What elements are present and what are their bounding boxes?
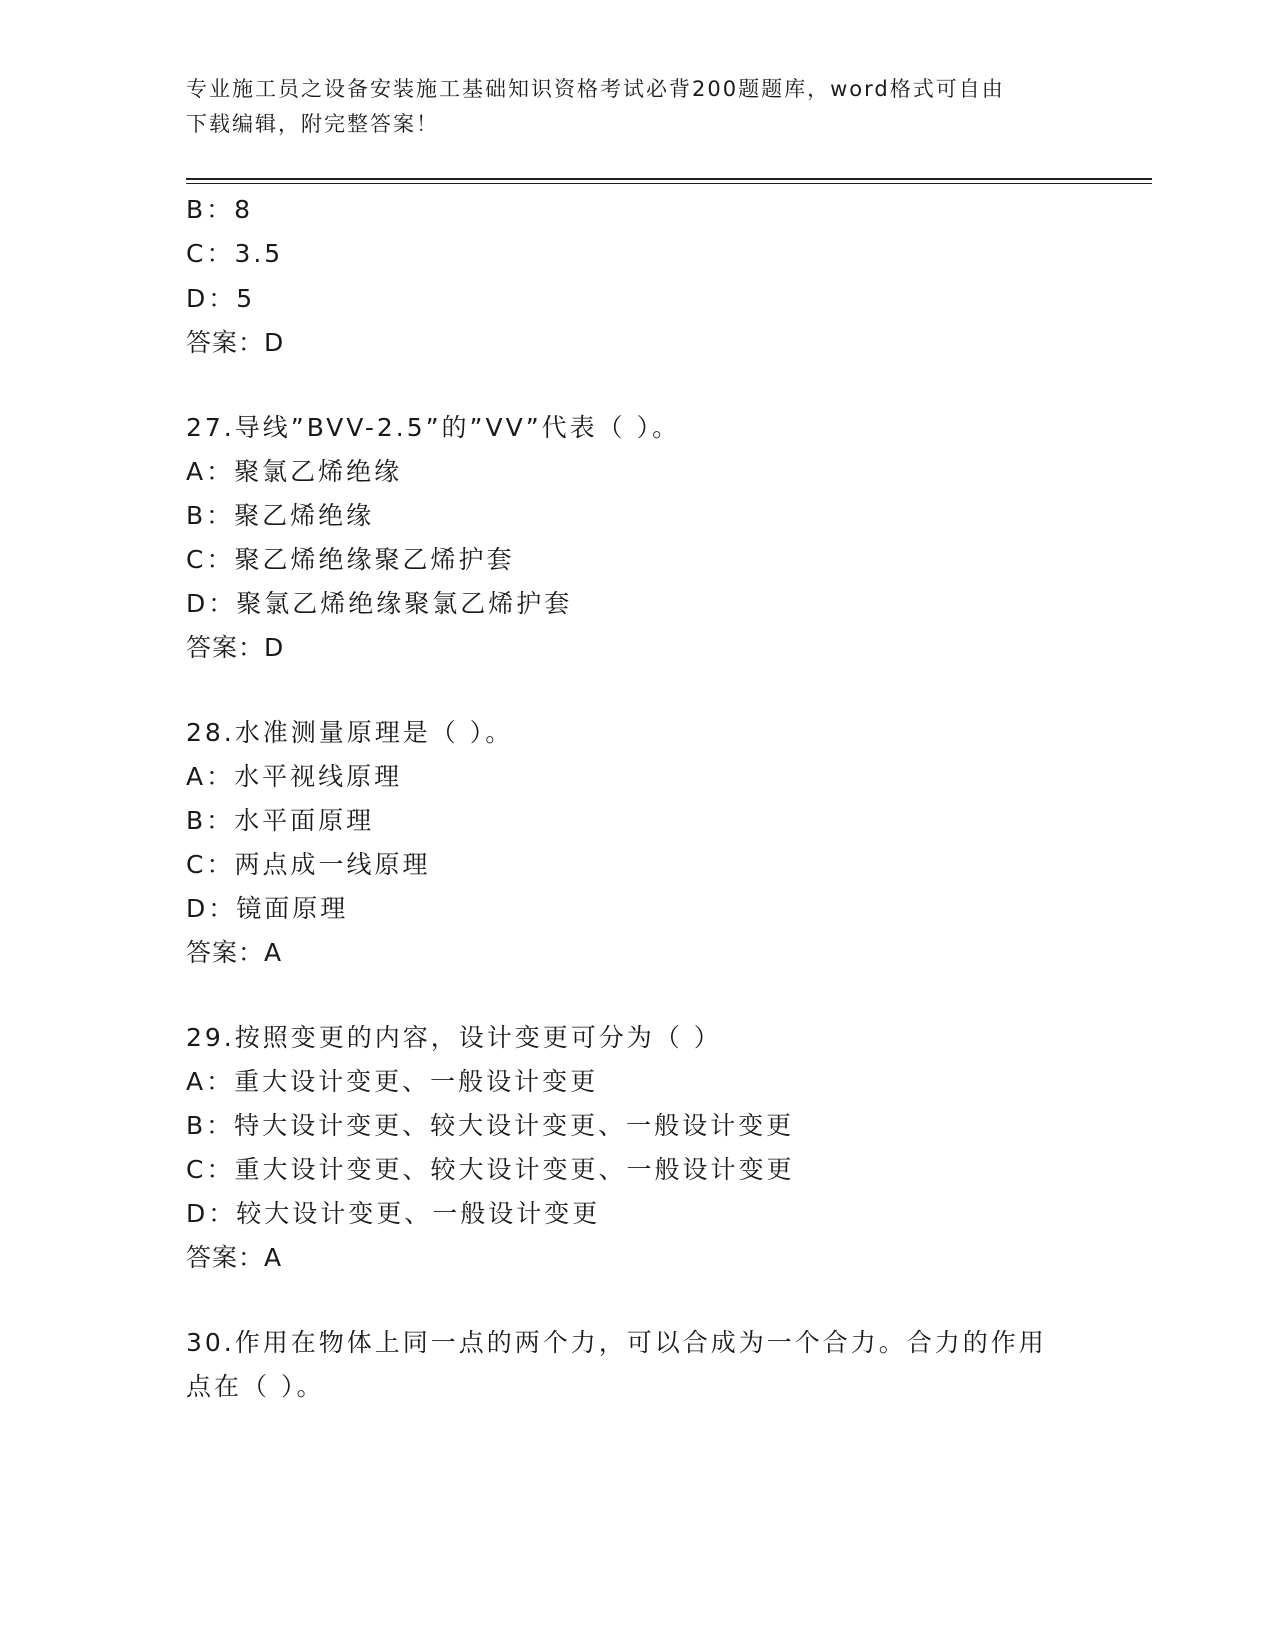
option-b: B：8 bbox=[186, 195, 254, 224]
document-header bbox=[186, 72, 1066, 142]
header-divider-thick bbox=[186, 178, 1152, 180]
answer: 答案：A bbox=[186, 1243, 283, 1272]
option-a: A：水平视线原理 bbox=[186, 762, 403, 791]
header-divider-thin bbox=[186, 183, 1152, 184]
option-d: D：5 bbox=[186, 284, 256, 313]
question-stem: 27.导线”BVV-2.5”的”VV”代表（ ）。 bbox=[186, 413, 681, 442]
header-line-2: 下载编辑，附完整答案！ bbox=[186, 112, 439, 136]
option-a: A：聚氯乙烯绝缘 bbox=[186, 457, 403, 486]
option-b: B：水平面原理 bbox=[186, 806, 375, 835]
question-stem: 29.按照变更的内容，设计变更可分为（ ） bbox=[186, 1023, 722, 1052]
option-c: C：聚乙烯绝缘聚乙烯护套 bbox=[186, 545, 515, 574]
answer: 答案：A bbox=[186, 938, 283, 967]
answer: 答案：D bbox=[186, 633, 285, 662]
question-stem-line-1: 30.作用在物体上同一点的两个力，可以合成为一个合力。合力的作用 bbox=[186, 1328, 1047, 1357]
option-b: B：特大设计变更、较大设计变更、一般设计变更 bbox=[186, 1111, 795, 1140]
option-a: A：重大设计变更、一般设计变更 bbox=[186, 1067, 599, 1096]
option-c: C：两点成一线原理 bbox=[186, 850, 431, 879]
option-d: D：较大设计变更、一般设计变更 bbox=[186, 1199, 601, 1228]
header-line-1: 专业施工员之设备安装施工基础知识资格考试必背200题题库，word格式可自由 bbox=[186, 77, 1005, 101]
answer: 答案：D bbox=[186, 328, 285, 357]
option-b: B：聚乙烯绝缘 bbox=[186, 501, 375, 530]
option-c: C：重大设计变更、较大设计变更、一般设计变更 bbox=[186, 1155, 795, 1184]
option-c: C：3.5 bbox=[186, 239, 284, 268]
option-d: D：镜面原理 bbox=[186, 894, 349, 923]
question-stem-line-2: 点在（ ）。 bbox=[186, 1372, 325, 1401]
option-d: D：聚氯乙烯绝缘聚氯乙烯护套 bbox=[186, 589, 573, 618]
question-stem: 28.水准测量原理是（ ）。 bbox=[186, 718, 514, 747]
